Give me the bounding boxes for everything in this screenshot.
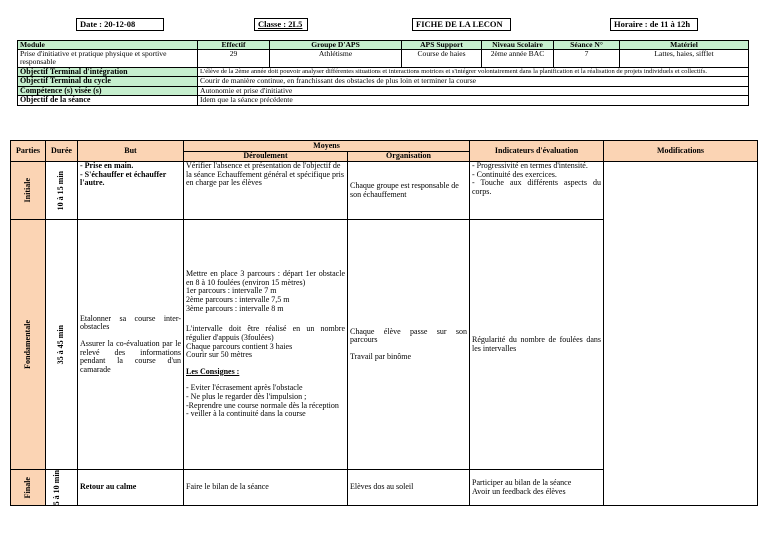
horaire-box	[610, 18, 698, 31]
parcours-line: 2ème parcours : intervalle 7,5 m	[186, 295, 290, 304]
date-box	[76, 18, 164, 31]
fondamentale-organisation	[348, 220, 470, 470]
horaire-text: Horaire : de 11 à 12h	[614, 19, 691, 29]
modifications-cell	[604, 162, 758, 506]
initiale-indicateur: - Continuité des exercices.	[472, 169, 557, 179]
objectif-cycle-value: Courir de manière continue, en franchissant des obstacles de plus loin et terminer la course	[198, 77, 749, 87]
initiale-but-line: - S'échauffer et échauffer l'autre.	[80, 169, 167, 188]
fondamentale-but	[78, 220, 184, 470]
groupe-aps-header: Groupe D'APS	[270, 41, 402, 50]
fondamentale-partie-cell	[11, 220, 46, 470]
initiale-duree-cell	[46, 162, 78, 220]
finale-indicateurs	[470, 470, 604, 506]
fondamentale-but-line: Etalonner sa course inter-obstacles	[80, 313, 181, 332]
fondamentale-deroulement	[184, 220, 348, 470]
lesson-table	[10, 140, 758, 506]
competence-label: Compétence (s) visée (s)	[18, 86, 198, 96]
module-header: Module	[18, 41, 198, 50]
aps-support-header: APS Support	[402, 41, 482, 50]
objectif-cycle-label: Objectif Terminal du cycle	[18, 77, 198, 87]
initiale-partie: Initiale	[22, 178, 32, 203]
rule-line: Courir sur 50 mètres	[186, 350, 252, 360]
moyens-header: Moyens	[184, 141, 470, 152]
lesson-header-row	[11, 141, 758, 152]
initiale-indicateur: - Progressivité en termes d'intensité.	[472, 161, 588, 170]
objectif-integration-label: Objectif Terminal d'intégration	[18, 67, 198, 77]
materiel-header: Matériel	[620, 41, 749, 50]
finale-indicateur: Avoir un feedback des élèves	[472, 486, 566, 496]
consigne-line: - veiller à la continuité dans la course	[186, 409, 306, 419]
objectif-seance-label: Objectif de la séance	[18, 96, 198, 106]
competence-value: Autonomie et prise d'initiative	[198, 86, 749, 96]
rule-line: Chaque parcours contient 3 haies	[186, 341, 293, 351]
objectif-integration-value: L'élève de la 2ème année doit pouvoir analyser différentes situations et interactions motrices et s'intégrer volontairement dans la planification et la réalisation de projets individuels et collectifs.	[198, 67, 749, 77]
duree-header: Durée	[46, 141, 78, 162]
deroulement-header: Déroulement	[184, 152, 348, 162]
fondamentale-duree: 35 à 45 min	[56, 324, 66, 365]
initiale-indicateur: - Touche aux différents aspects du corps.	[472, 178, 601, 196]
parcours-line: 1er parcours : intervalle 7 m	[186, 286, 277, 296]
objectif-seance-row	[18, 96, 749, 106]
consigne-line: - Ne plus le regarder dès l'impulsion ;	[186, 392, 307, 401]
initiale-organisation: Chaque groupe est responsable de son échauffement	[348, 162, 470, 220]
fiche-title-box	[412, 18, 511, 31]
parties-header: Parties	[11, 141, 46, 162]
seance-value: 7	[554, 50, 620, 67]
finale-duree: 5 à 10 min	[51, 470, 61, 506]
initiale-indicateurs	[470, 162, 604, 220]
date-text: Date : 20-12-08	[80, 19, 136, 29]
objectif-cycle-row	[18, 77, 749, 87]
indicateurs-header: Indicateurs d'évaluation	[470, 141, 604, 162]
consignes-title: Les Consignes :	[186, 366, 240, 376]
finale-duree-cell	[46, 470, 78, 506]
materiel-value: Lattes, haies, sifflet	[620, 50, 749, 67]
effectif-header: Effectif	[198, 41, 270, 50]
fondamentale-indicateurs: Régularité du nombre de foulées dans les intervalles	[470, 220, 604, 470]
finale-organisation: Elèves dos au soleil	[348, 470, 470, 506]
consigne-line: -Reprendre une course normale dès la réception	[186, 400, 339, 410]
seance-header: Séance N°	[554, 41, 620, 50]
initiale-partie-cell	[11, 162, 46, 220]
fondamentale-intro: Mettre en place 3 parcours : départ 1er obstacle en 8 à 10 foulées (environ 15 mètres)	[186, 269, 345, 287]
niveau-scolaire-header: Niveau Scolaire	[482, 41, 554, 50]
fiche-title: FICHE DE LA LECON	[416, 19, 503, 29]
aps-support-value: Course de haies	[402, 50, 482, 67]
classe-text: Classe : 2L5	[258, 19, 303, 29]
finale-partie-cell	[11, 470, 46, 506]
initiale-but-line: - Prise en main.	[80, 161, 134, 170]
fondamentale-but-line: Assurer la co-évaluation par le relevé des informations pendant la course d'un camarade	[80, 338, 181, 374]
organisation-header: Organisation	[348, 152, 470, 162]
consigne-line: - Eviter l'écrasement après l'obstacle	[186, 383, 303, 393]
fondamentale-partie: Fondamentale	[22, 320, 32, 369]
module-table	[17, 40, 749, 106]
initiale-duree: 10 à 15 min	[56, 170, 66, 211]
finale-but: Retour au calme	[78, 470, 184, 506]
modifications-header: Modifications	[604, 141, 758, 162]
objectif-seance-value: Idem que la séance précédente	[198, 96, 749, 106]
rule-line: L'intervalle doit être réalisé en un nombre régulier d'appuis (3foulées)	[186, 324, 345, 342]
finale-deroulement: Faire le bilan de la séance	[184, 470, 348, 506]
but-header: But	[78, 141, 184, 162]
groupe-aps-value: Athlétisme	[270, 50, 402, 67]
finale-partie: Finale	[22, 477, 32, 499]
organisation-line: Travail par binôme	[350, 351, 412, 361]
competence-row	[18, 86, 749, 96]
niveau-scolaire-value: 2ème année BAC	[482, 50, 554, 67]
effectif-value: 29	[198, 50, 270, 67]
finale-indicateur: Participer au bilan de la séance	[472, 478, 572, 488]
parcours-line: 3ème parcours : intervalle 8 m	[186, 303, 284, 313]
initiale-deroulement: Vérifier l'absence et présentation de l'objectif de la séance Echauffement général et spécifique pris en charge par les élèves	[184, 162, 348, 220]
initiale-row	[11, 162, 758, 220]
initiale-but	[78, 162, 184, 220]
classe-box	[254, 18, 308, 31]
fondamentale-duree-cell	[46, 220, 78, 470]
organisation-line: Chaque élève passe sur son parcours	[350, 326, 467, 345]
module-value: Prise d'initiative et pratique physique et sportive responsable	[18, 50, 198, 67]
module-row	[18, 50, 749, 67]
